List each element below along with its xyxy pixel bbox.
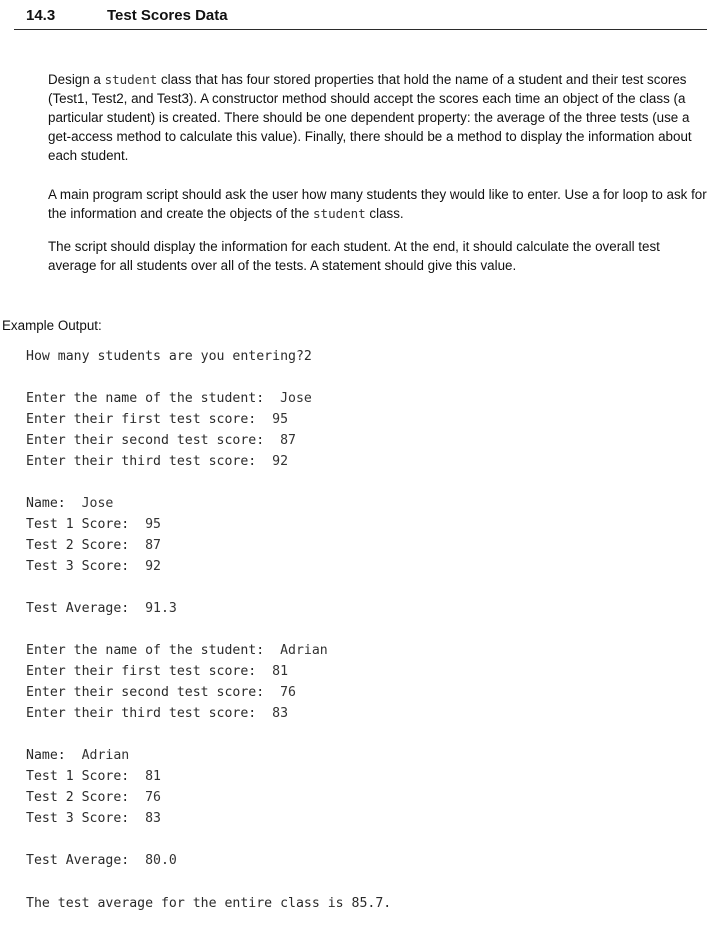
value-text: 81 [145, 769, 161, 784]
output-line-average [26, 850, 177, 871]
output-line-prompt-third [26, 451, 288, 472]
prompt-text: Enter their first test score: [26, 412, 257, 427]
input-value: Adrian [280, 643, 328, 658]
input-value: 83 [272, 706, 289, 721]
label-text: Test 2 Score: [26, 538, 130, 553]
output-line-test1 [26, 766, 161, 787]
output-line-prompt-third [26, 703, 288, 724]
text: class that has four stored properties that hold the name of a student and their test scores (Test1, Test2, and Test3). A constructor method should accept the scores each time an object of the class (a particular student) is created. There should be one dependent property: the average of the three tests (use a get-access method to calculate this value). Finally, there should be a method to display the information about each student. [48, 72, 692, 163]
output-line-how-many: How many students are you entering?2 [26, 349, 312, 364]
paragraph-display: The script should display the information for each student. At the end, it should calculate the overall test average for all students over all of the tests. A statement should give this value. [48, 239, 660, 273]
label-text: Test 2 Score: [26, 790, 130, 805]
label-text: Test 3 Score: [26, 559, 130, 574]
section-title: Test Scores Data [107, 7, 228, 24]
inline-code: student [104, 72, 158, 87]
value-text: 80.0 [145, 853, 177, 868]
output-line-test1 [26, 514, 161, 535]
text: A main program script should ask the user how many students they would like to enter. Use a for loop to ask for the information and create the objects of the [48, 187, 707, 221]
prompt-text: Enter their first test score: [26, 664, 257, 679]
label-text: Name: [26, 748, 66, 763]
prompt-text: Enter the name of the student: [26, 391, 265, 406]
section-number: 14.3 [26, 7, 56, 24]
label-text: Name: [26, 496, 66, 511]
label-text: Test Average: [26, 601, 130, 616]
input-value: Jose [280, 391, 312, 406]
prompt-text: Enter their second test score: [26, 685, 265, 700]
output-line-test2 [26, 535, 161, 556]
output-line-prompt-name [26, 640, 328, 661]
value-text: Jose [81, 496, 114, 511]
output-line-name [26, 745, 129, 766]
prompt-text: Enter their third test score: [26, 706, 257, 721]
value-text: 91.3 [145, 601, 177, 616]
input-value: 95 [272, 412, 289, 427]
output-line-class-average: The test average for the entire class is 85.7. [26, 896, 392, 911]
value-text: 87 [145, 538, 161, 553]
input-value: 81 [272, 664, 289, 679]
value-text: 76 [145, 790, 161, 805]
prompt-text: Enter their third test score: [26, 454, 257, 469]
inline-code: student [313, 206, 366, 221]
prompt-text: Enter their second test score: [26, 433, 265, 448]
output-line-prompt-second [26, 430, 296, 451]
output-line-test3 [26, 556, 161, 577]
header-rule [14, 29, 707, 30]
value-text: 95 [145, 517, 161, 532]
output-line-average [26, 598, 177, 619]
output-line-test3 [26, 808, 161, 829]
label-text: Test 3 Score: [26, 811, 130, 826]
value-text: Adrian [81, 748, 130, 763]
value-text: 92 [145, 559, 161, 574]
input-value: 92 [272, 454, 289, 469]
output-line-prompt-first [26, 409, 288, 430]
output-line-name [26, 493, 113, 514]
label-text: Test Average: [26, 853, 130, 868]
text: Design a [48, 72, 105, 87]
paragraph-main-script [48, 185, 710, 223]
paragraph-class-design [48, 70, 710, 165]
text: class. [365, 206, 404, 221]
input-value: 87 [280, 433, 296, 448]
value-text: 83 [145, 811, 161, 826]
input-value: 76 [280, 685, 296, 700]
prompt-text: Enter the name of the student: [26, 643, 265, 658]
label-text: Test 1 Score: [26, 517, 130, 532]
output-line-prompt-name [26, 388, 312, 409]
output-line-test2 [26, 787, 161, 808]
label-text: Test 1 Score: [26, 769, 130, 784]
example-output-label: Example Output: [2, 318, 102, 333]
output-line-prompt-first [26, 661, 288, 682]
output-line-prompt-second [26, 682, 296, 703]
